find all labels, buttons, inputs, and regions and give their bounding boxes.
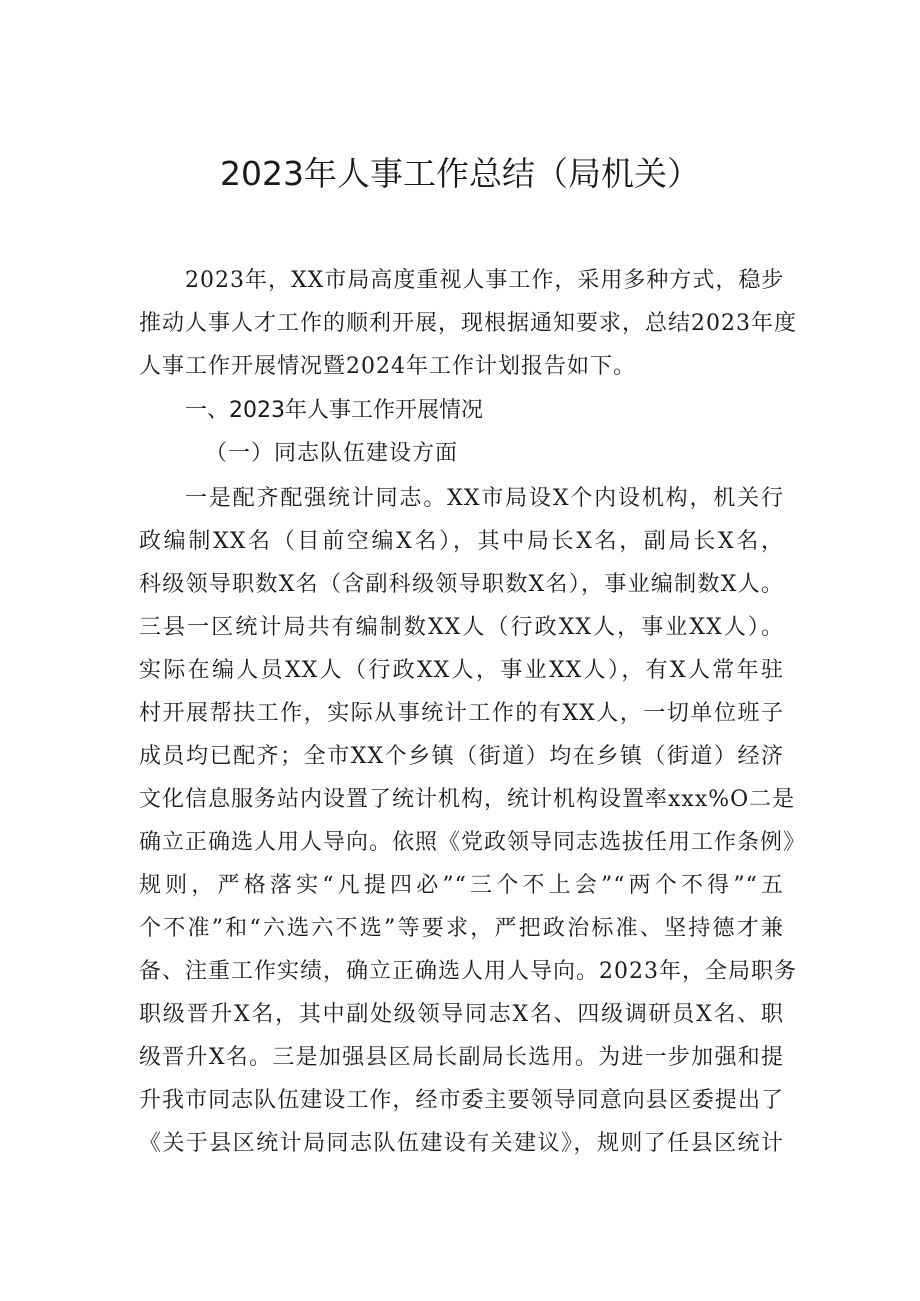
body-line: 三县一区统计局共有编制数XX人（行政XX人，事业XX人）。 bbox=[139, 615, 784, 640]
body-line: 备、注重工作实绩，确立正确选人用人导向。2023年，全局职务 bbox=[139, 959, 797, 984]
body-line: 级晋升X名。三是加强县区局长副局长选用。为进一步加强和提 bbox=[139, 1045, 784, 1070]
body-line: 一是配齐配强统计同志。XX市局设X个内设机构，机关行 bbox=[185, 486, 784, 511]
intro-line: 2023年，XX市局高度重视人事工作，采用多种方式，稳步 bbox=[185, 268, 785, 293]
body-line: 规则，严格落实“凡提四必”“三个不上会”“两个不得”“五 bbox=[139, 873, 784, 898]
body-line: 成员均已配齐；全市XX个乡镇（街道）均在乡镇（街道）经济 bbox=[139, 744, 784, 769]
body-line: 科级领导职数X名（含副科级领导职数X名），事业编制数X人。 bbox=[139, 572, 784, 597]
body-line: 职级晋升X名，其中副处级领导同志X名、四级调研员X名、职 bbox=[139, 1002, 784, 1027]
body-line: 村开展帮扶工作，实际从事统计工作的有XX人，一切单位班子 bbox=[139, 701, 784, 726]
body-line: 实际在编人员XX人（行政XX人，事业XX人），有X人常年驻 bbox=[139, 658, 784, 683]
body-line: 政编制XX名（目前空编X名），其中局长X名，副局长X名， bbox=[139, 529, 784, 554]
body-line: 文化信息服务站内设置了统计机构，统计机构设置率xxx%O二是 bbox=[139, 787, 796, 812]
subsection-heading: （一）同志队伍建设方面 bbox=[205, 441, 459, 466]
body-line: 《关于县区统计局同志队伍建设有关建议》，规则了任县区统计 bbox=[139, 1131, 784, 1156]
document-title: 2023年人事工作总结（局机关） bbox=[220, 154, 700, 193]
body-line: 升我市同志队伍建设工作，经市委主要领导同意向县区委提出了 bbox=[139, 1088, 784, 1113]
section-heading: 一、2023年人事工作开展情况 bbox=[185, 398, 483, 423]
intro-line: 推动人事人才工作的顺利开展，现根据通知要求，总结2023年度 bbox=[139, 311, 797, 336]
intro-line: 人事工作开展情况暨2024年工作计划报告如下。 bbox=[139, 354, 636, 379]
body-line: 个不准”和“六选六不选”等要求，严把政治标准、坚持德才兼 bbox=[139, 916, 784, 941]
body-line: 确立正确选人用人导向。依照《党政领导同志选拔任用工作条例》 bbox=[139, 830, 807, 855]
